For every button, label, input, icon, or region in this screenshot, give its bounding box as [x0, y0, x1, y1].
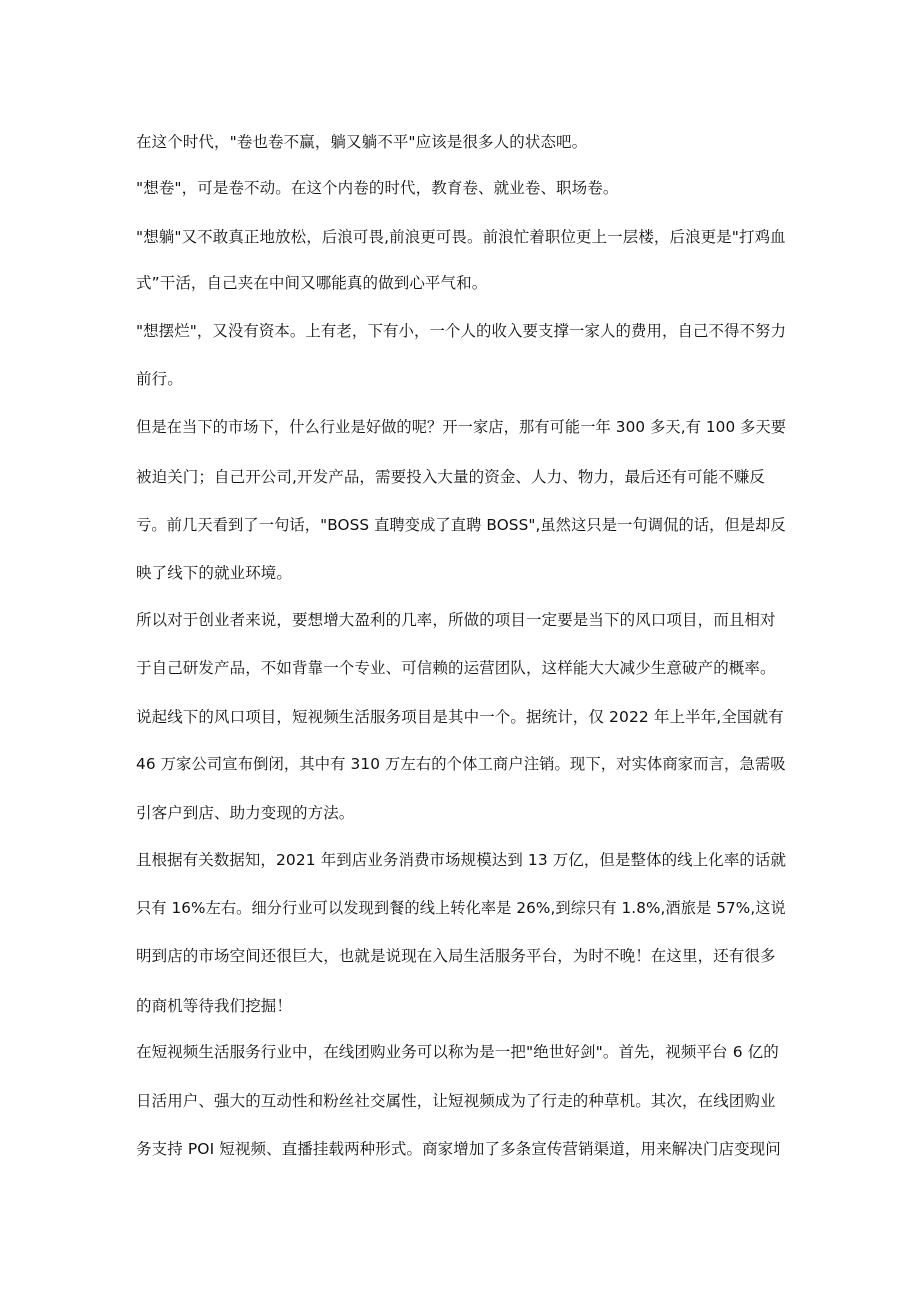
- text-line: 在这个时代，"卷也卷不赢，躺又躺不平"应该是很多人的状态吧。: [136, 133, 588, 151]
- text-line: 式”干活，自己夹在中间又哪能真的做到心平气和。: [136, 274, 488, 292]
- text-line: 于自己研发产品，不如背靠一个专业、可信赖的运营团队，这样能大大减少生意破产的概率。: [136, 659, 776, 677]
- text-line: 亏。前几天看到了一句话，"BOSS 直聘变成了直聘 BOSS",虽然这只是一句调侃的话，但是却反: [136, 516, 786, 534]
- text-line: 务支持 POI 短视频、直播挂载两种形式。商家增加了多条宣传营销渠道，用来解决门店变现问: [136, 1140, 781, 1158]
- text-line: 映了线下的就业环境。: [136, 564, 293, 582]
- text-line: "想摆烂"，又没有资本。上有老，下有小，一个人的收入要支撑一家人的费用，自己不得不努力: [136, 322, 787, 340]
- text-line: 引客户到店、助力变现的方法。: [136, 804, 355, 822]
- text-line: "想卷"，可是卷不动。在这个内卷的时代，教育卷、就业卷、职场卷。: [136, 179, 619, 197]
- text-line: 在短视频生活服务行业中，在线团购业务可以称为是一把"绝世好剑"。首先，视频平台 6 亿的: [136, 1043, 779, 1061]
- text-line: 前行。: [136, 370, 183, 388]
- text-line: 说起线下的风口项目，短视频生活服务项目是其中一个。据统计，仅 2022 年上半年,全国就有: [136, 708, 784, 726]
- text-line: 且根据有关数据知，2021 年到店业务消费市场规模达到 13 万亿，但是整体的线上化率的话就: [136, 851, 787, 869]
- text-line: 明到店的市场空间还很巨大，也就是说现在入局生活服务平台，为时不晚！在这里，还有很多: [136, 947, 776, 965]
- text-line: 的商机等待我们挖掘！: [136, 997, 293, 1015]
- text-line: 所以对于创业者来说，要想增大盈利的几率，所做的项目一定要是当下的风口项目，而且相对: [136, 611, 776, 629]
- text-line: 日活用户、强大的互动性和粉丝社交属性，让短视频成为了行走的种草机。其次，在线团购业: [136, 1092, 776, 1110]
- text-line: "想躺"又不敢真正地放松，后浪可畏,前浪更可畏。前浪忙着职位更上一层楼，后浪更是"打鸡血: [136, 228, 786, 246]
- text-line: 46 万家公司宣布倒闭，其中有 310 万左右的个体工商户注销。现下，对实体商家而言，急需吸: [136, 755, 786, 773]
- text-line: 但是在当下的市场下，什么行业是好做的呢？开一家店，那有可能一年 300 多天,有 100 多天要: [136, 418, 787, 436]
- text-line: 被迫关门；自己开公司,开发产品，需要投入大量的资金、人力、物力，最后还有可能不赚反: [136, 468, 766, 486]
- text-line: 只有 16%左右。细分行业可以发现到餐的线上转化率是 26%,到综只有 1.8%,酒旅是 57%,这说: [136, 899, 786, 917]
